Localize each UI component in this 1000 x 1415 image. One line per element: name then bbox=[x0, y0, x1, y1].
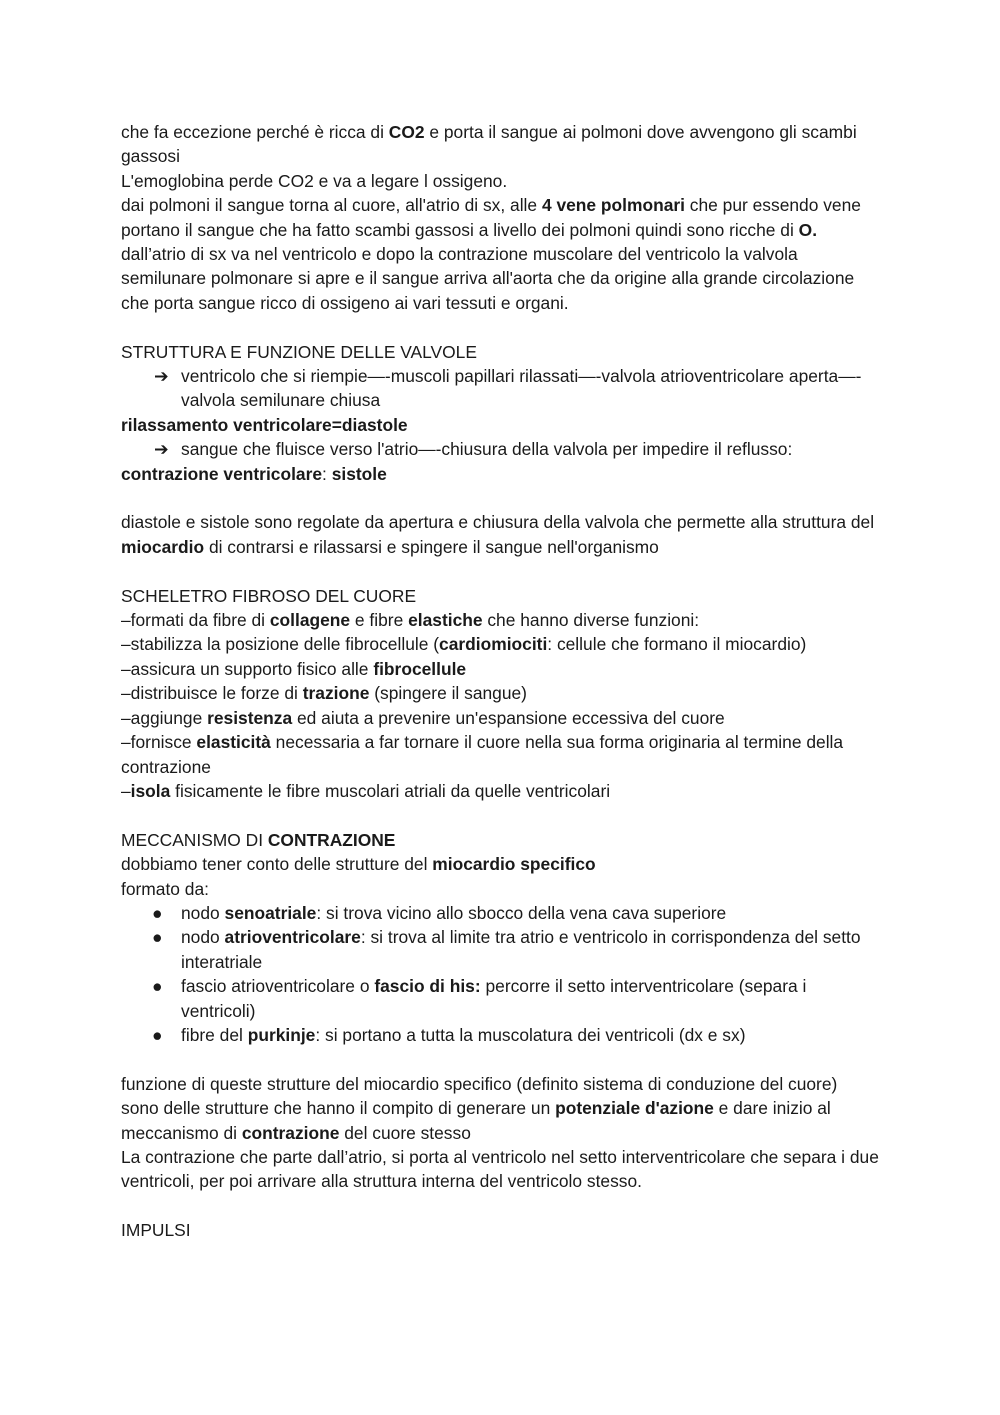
text: funzione di queste strutture del miocardio specifico (definito sistema di conduzione del cuore) bbox=[121, 1073, 838, 1094]
text: ventricolo che si riempie—-muscoli papillari rilassati—-valvola atrioventricolare aperta—-valvola semilunare chiusa bbox=[181, 366, 862, 411]
paragraph bbox=[121, 242, 881, 315]
text: : si trova al limite tra atrio e ventricolo in corrispondenza del setto interatriale bbox=[181, 927, 861, 972]
paragraph bbox=[121, 779, 881, 803]
text: –fornisce bbox=[121, 732, 197, 753]
bold-text: trazione bbox=[302, 683, 370, 704]
text: IMPULSI bbox=[121, 1220, 191, 1241]
bold-text: purkinje bbox=[247, 1024, 316, 1045]
blank-line bbox=[121, 803, 881, 827]
paragraph bbox=[121, 877, 881, 901]
bold-text: contrazione ventricolare bbox=[121, 463, 323, 484]
bold-text: O. bbox=[798, 219, 818, 240]
arrow-icon: ➔ bbox=[154, 366, 169, 387]
bold-text: fibrocellule bbox=[373, 658, 467, 679]
bold-text: CONTRAZIONE bbox=[267, 829, 396, 850]
text: di contrarsi e rilassarsi e spingere il sangue nell'organismo bbox=[204, 536, 659, 557]
paragraph bbox=[121, 340, 881, 364]
text: nodo bbox=[181, 902, 225, 923]
bold-text: potenziale d'azione bbox=[555, 1098, 714, 1119]
text: : si portano a tutta la muscolatura dei ventricoli (dx e sx) bbox=[315, 1024, 746, 1045]
paragraph bbox=[121, 120, 881, 169]
bold-text: elasticità bbox=[196, 732, 271, 753]
text: percorre il setto interventricolare (separa i ventricoli) bbox=[181, 976, 807, 1021]
bold-text: isola bbox=[130, 780, 171, 801]
bold-text: contrazione bbox=[241, 1122, 340, 1143]
paragraph bbox=[121, 730, 881, 779]
bold-text: rilassamento ventricolare=diastole bbox=[121, 414, 408, 435]
text: L'emoglobina perde CO2 e va a legare l ossigeno. bbox=[121, 170, 508, 191]
text: ed aiuta a prevenire un'espansione eccessiva del cuore bbox=[292, 707, 725, 728]
bullet-list-item bbox=[121, 974, 881, 1023]
text: –assicura un supporto fisico alle bbox=[121, 658, 374, 679]
paragraph bbox=[121, 1096, 881, 1145]
paragraph bbox=[121, 1145, 881, 1194]
bullet-icon: ● bbox=[152, 927, 163, 948]
paragraph bbox=[121, 1218, 881, 1242]
paragraph bbox=[121, 413, 881, 437]
paragraph bbox=[121, 584, 881, 608]
bullet-list-item bbox=[121, 901, 881, 925]
text: diastole e sistole sono regolate da apertura e chiusura della valvola che permette alla struttura del bbox=[121, 512, 875, 533]
paragraph bbox=[121, 169, 881, 193]
paragraph bbox=[121, 608, 881, 632]
text: : cellule che formano il miocardio) bbox=[547, 634, 807, 655]
bold-text: collagene bbox=[269, 610, 351, 631]
blank-line bbox=[121, 1194, 881, 1218]
paragraph bbox=[121, 852, 881, 876]
bold-text: miocardio bbox=[121, 536, 205, 557]
bold-text: sistole bbox=[331, 463, 387, 484]
text: fibre del bbox=[181, 1024, 248, 1045]
text: che fa eccezione perché è ricca di bbox=[121, 122, 389, 142]
blank-line bbox=[121, 486, 881, 510]
text: – bbox=[121, 780, 131, 801]
blank-line bbox=[121, 1047, 881, 1071]
bold-text: elastiche bbox=[408, 610, 483, 631]
paragraph bbox=[121, 1072, 881, 1096]
paragraph bbox=[121, 657, 881, 681]
text: (spingere il sangue) bbox=[369, 683, 527, 704]
bold-text: senoatriale bbox=[224, 902, 317, 923]
arrow-icon: ➔ bbox=[154, 439, 169, 460]
bullet-list-item bbox=[121, 925, 881, 974]
text: formato da: bbox=[121, 878, 209, 899]
blank-line bbox=[121, 315, 881, 339]
text: e porta il sangue ai polmoni dove avvengono gli scambi gassosi bbox=[121, 122, 857, 167]
bold-text: cardiomiociti bbox=[439, 634, 548, 655]
text: dai polmoni il sangue torna al cuore, all'atrio di sx, alle bbox=[121, 195, 542, 216]
paragraph bbox=[121, 681, 881, 705]
bold-text: CO2 bbox=[388, 122, 425, 142]
blank-line bbox=[121, 559, 881, 583]
bullet-icon: ● bbox=[152, 1024, 163, 1045]
text: e fibre bbox=[350, 610, 409, 631]
text: MECCANISMO DI bbox=[121, 829, 268, 850]
text: fisicamente le fibre muscolari atriali da quelle ventricolari bbox=[170, 780, 611, 801]
text: del cuore stesso bbox=[339, 1122, 471, 1143]
bold-text: resistenza bbox=[207, 707, 293, 728]
text: sono delle strutture che hanno il compito di generare un bbox=[121, 1098, 556, 1119]
text: che hanno diverse funzioni: bbox=[482, 610, 700, 631]
paragraph bbox=[121, 193, 881, 242]
text: : bbox=[322, 463, 332, 484]
text: STRUTTURA E FUNZIONE DELLE VALVOLE bbox=[121, 341, 477, 362]
paragraph bbox=[121, 706, 881, 730]
text: : si trova vicino allo sbocco della vena cava superiore bbox=[316, 902, 727, 923]
bullet-list-item bbox=[121, 1023, 881, 1047]
document-body bbox=[121, 120, 881, 1243]
bold-text: miocardio specifico bbox=[432, 854, 596, 875]
text: necessaria a far tornare il cuore nella sua forma originaria al termine della contrazione bbox=[121, 732, 844, 777]
text: –formati da fibre di bbox=[121, 610, 270, 631]
paragraph bbox=[121, 828, 881, 852]
text: –distribuisce le forze di bbox=[121, 683, 303, 704]
text: nodo bbox=[181, 927, 225, 948]
paragraph bbox=[121, 510, 881, 559]
text: SCHELETRO FIBROSO DEL CUORE bbox=[121, 585, 417, 606]
bullet-icon: ● bbox=[152, 902, 163, 923]
text: La contrazione che parte dall’atrio, si porta al ventricolo nel setto interventricolare che separa i due ventricoli, per poi arrivare alla struttura interna del ventricolo stesso. bbox=[121, 1146, 879, 1192]
bold-text: atrioventricolare bbox=[224, 927, 361, 948]
text: –stabilizza la posizione delle fibrocellule ( bbox=[121, 634, 440, 655]
bold-text: 4 vene polmonari bbox=[541, 195, 685, 216]
text: dall’atrio di sx va nel ventricolo e dopo la contrazione muscolare del ventricolo la valvola semilunare polmonare si apre e il sangue arriva all'aorta che da origine alla grande circolazione che porta sangue ricco di ossigeno ai vari tessuti e organi. bbox=[121, 244, 855, 313]
arrow-list-item bbox=[121, 364, 881, 413]
text: sangue che fluisce verso l'atrio—-chiusura della valvola per impedire il reflusso: bbox=[181, 439, 793, 460]
bullet-icon: ● bbox=[152, 976, 163, 997]
text: dobbiamo tener conto delle strutture del bbox=[121, 854, 433, 875]
paragraph bbox=[121, 462, 881, 486]
text: –aggiunge bbox=[121, 707, 208, 728]
arrow-list-item bbox=[121, 437, 881, 461]
bold-text: fascio di his: bbox=[374, 976, 481, 997]
paragraph bbox=[121, 632, 881, 656]
text: che pur essendo vene portano il sangue che ha fatto scambi gassosi a livello dei polmoni quindi sono ricche di bbox=[121, 195, 861, 240]
text: fascio atrioventricolare o bbox=[181, 976, 375, 997]
text: e dare inizio al meccanismo di bbox=[121, 1098, 831, 1143]
